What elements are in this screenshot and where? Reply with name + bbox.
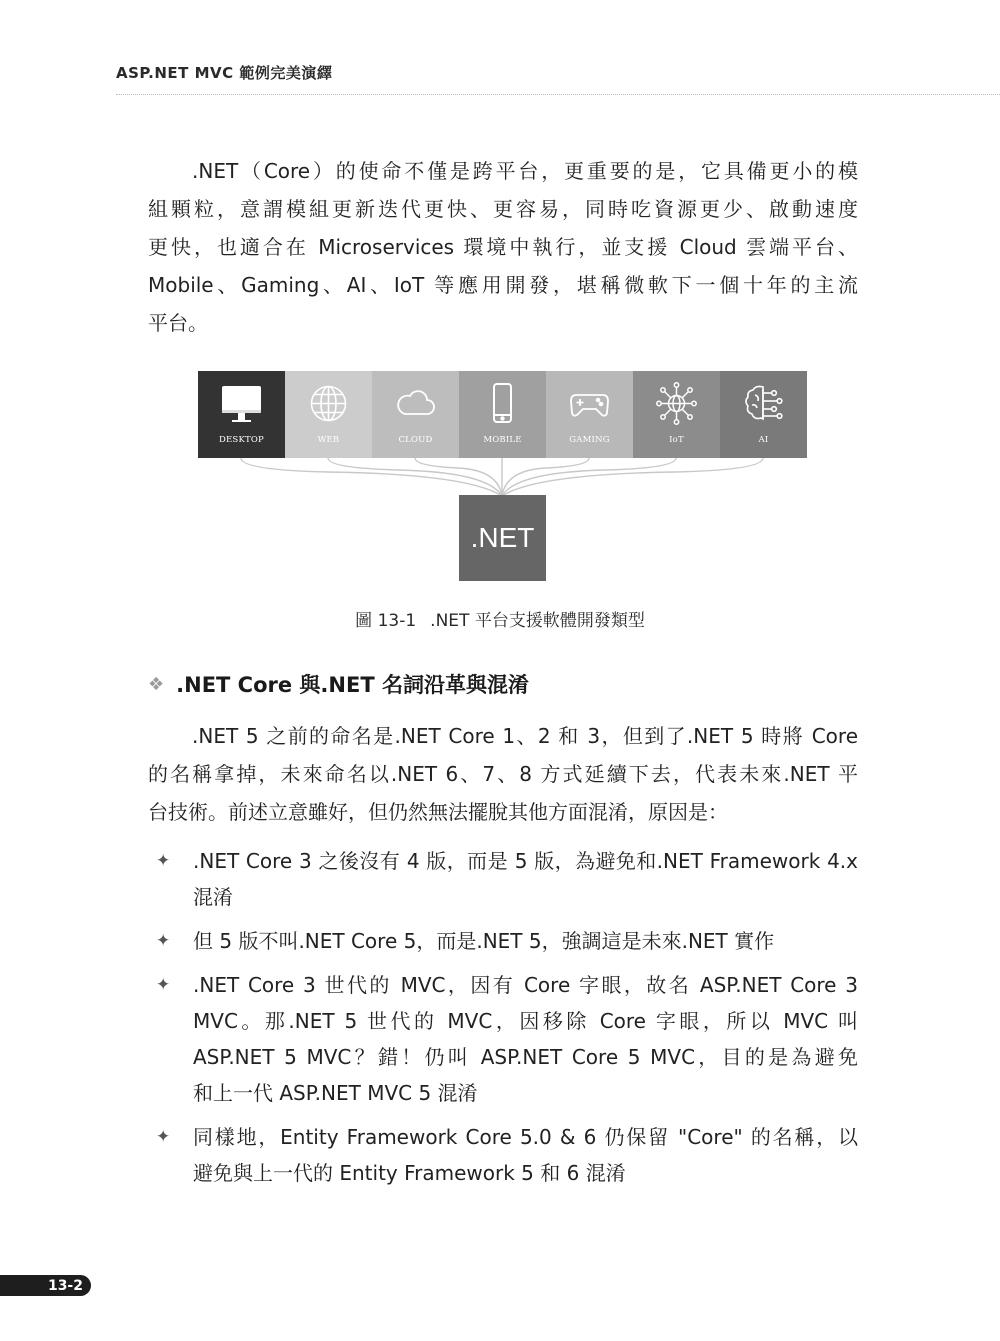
four-point-star-icon: ✦ (156, 851, 171, 871)
iot-icon (654, 381, 699, 426)
tile-label: DESKTOP (219, 435, 264, 445)
naming-line: 的名稱拿掉，未來命名以.NET 6、7、8 方式延續下去，代表未來.NET 平 (148, 762, 858, 786)
intro-line: 平台。 (148, 311, 208, 335)
intro-line: Mobile、Gaming、AI、IoT 等應用開發，堪稱微軟下一個十年的主流 (148, 273, 858, 297)
tile-label: AI (758, 435, 769, 445)
four-point-star-icon: ✦ (156, 931, 171, 951)
figure-caption-number: 圖 13-1 (355, 611, 417, 631)
desktop-icon (219, 381, 264, 426)
header-rule (116, 94, 1000, 95)
list-item-line: 但 5 版不叫.NET Core 5，而是.NET 5，強調這是未來.NET 實作 (193, 929, 775, 953)
naming-line: .NET 5 之前的命名是.NET Core 1、2 和 3，但到了.NET 5 時將 Core (192, 724, 858, 748)
list-item-line: ASP.NET 5 MVC？錯！仍叫 ASP.NET Core 5 MVC，目的是為避免 (193, 1045, 858, 1069)
intro-line: .NET（Core）的使命不僅是跨平台，更重要的是，它具備更小的模 (192, 159, 858, 183)
figure-caption-text: .NET 平台支援軟體開發類型 (430, 611, 645, 631)
list-item (148, 1119, 858, 1191)
four-point-star-icon: ✦ (156, 975, 171, 995)
list-item-line: .NET Core 3 之後沒有 4 版，而是 5 版，為避免和.NET Framework 4.x (193, 849, 858, 873)
tile-label: CLOUD (398, 435, 433, 445)
list-item (148, 967, 858, 1111)
figure-caption (0, 606, 1000, 631)
section-heading (148, 669, 529, 699)
platform-figure (198, 371, 806, 583)
globe-icon (306, 381, 351, 426)
tile-label: GAMING (569, 435, 610, 445)
ai-brain-icon (741, 381, 786, 426)
tile-web (285, 371, 372, 458)
list-item-line: 混淆 (193, 885, 233, 909)
intro-line: 組顆粒，意謂模組更新迭代更快、更容易，同時吃資源更少、啟動速度 (148, 197, 858, 221)
platform-tiles (198, 371, 806, 458)
intro-line: 更快，也適合在 Microservices 環境中執行，並支援 Cloud 雲端平台、 (148, 235, 858, 259)
tile-cloud (372, 371, 459, 458)
list-item-line: 避免與上一代的 Entity Framework 5 和 6 混淆 (193, 1161, 626, 1185)
tile-iot (633, 371, 720, 458)
list-item-line: .NET Core 3 世代的 MVC，因有 Core 字眼，故名 ASP.NET Core 3 (193, 973, 858, 997)
tile-desktop (198, 371, 285, 458)
tile-mobile (459, 371, 546, 458)
confusion-list (148, 843, 858, 1199)
tile-label: WEB (317, 435, 340, 445)
naming-line: 台技術。前述立意雖好，但仍然無法擺脫其他方面混淆，原因是： (148, 800, 728, 824)
intro-paragraph (148, 152, 858, 342)
list-item (148, 923, 858, 959)
list-item-line: 和上一代 ASP.NET MVC 5 混淆 (193, 1081, 478, 1105)
connector-lines (198, 458, 806, 498)
list-item (148, 843, 858, 915)
mobile-icon (480, 381, 525, 426)
tile-gaming (546, 371, 633, 458)
section-heading-text: .NET Core 與.NET 名詞沿革與混淆 (176, 673, 529, 697)
naming-paragraph (148, 717, 858, 831)
list-item-line: 同樣地，Entity Framework Core 5.0 & 6 仍保留 "Core" 的名稱，以 (193, 1125, 858, 1149)
list-item-line: MVC。那.NET 5 世代的 MVC，因移除 Core 字眼，所以 MVC 叫 (193, 1009, 858, 1033)
tile-label: IoT (669, 435, 684, 445)
cloud-icon (393, 381, 438, 426)
four-point-star-icon: ✦ (156, 1127, 171, 1147)
running-header-title: ASP.NET MVC 範例完美演繹 (116, 64, 333, 82)
tile-label: MOBILE (483, 435, 522, 445)
diamond-bullet-icon: ❖ (148, 673, 165, 695)
tile-ai (720, 371, 807, 458)
page-number-tab: 13-2 (0, 1275, 91, 1296)
gamepad-icon (567, 381, 612, 426)
net-hub-box: .NET (459, 495, 546, 581)
